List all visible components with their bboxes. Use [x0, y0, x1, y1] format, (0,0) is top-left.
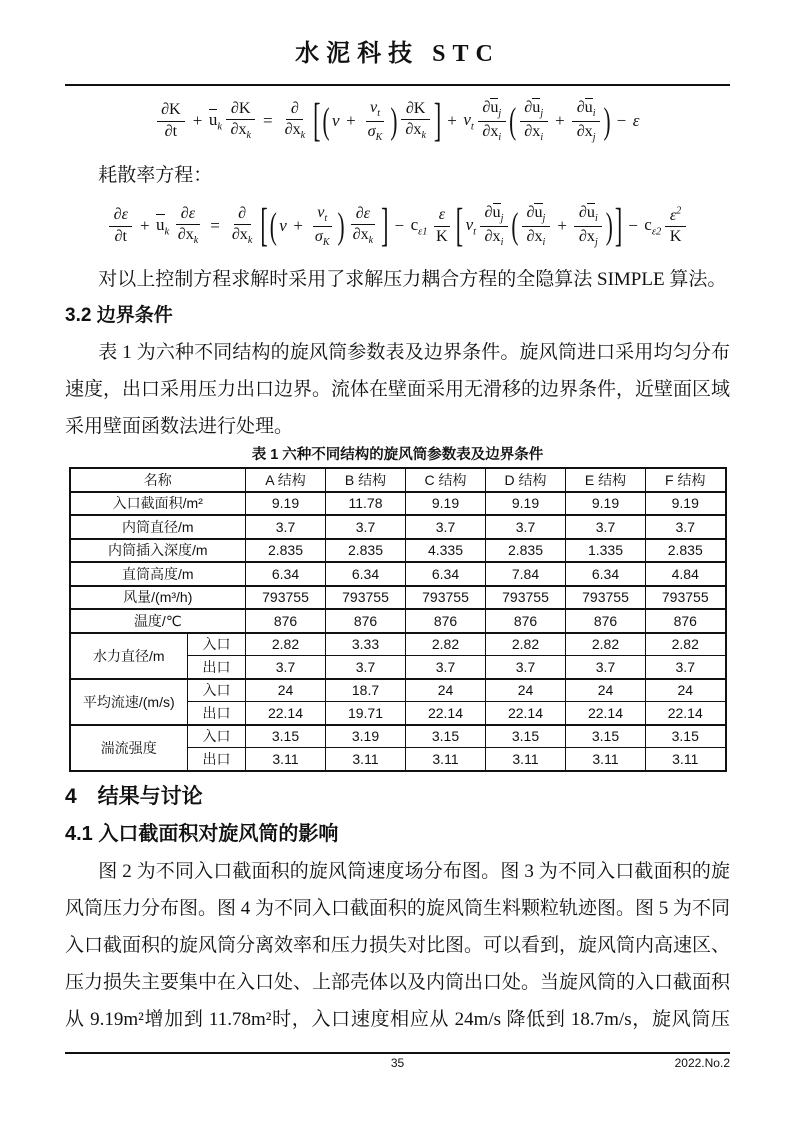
- table-group-row: [70, 633, 726, 656]
- table-cell: 2.835: [646, 539, 726, 563]
- math-denominator: [432, 227, 453, 247]
- table-cell: 3.15: [406, 725, 486, 748]
- math-token: K: [669, 228, 682, 246]
- math-numerator: [665, 205, 685, 227]
- math-delimiter: (: [509, 99, 517, 142]
- math-token: +: [192, 111, 203, 130]
- table-cell: 3.7: [326, 656, 406, 679]
- table-cell: 3.15: [566, 725, 646, 748]
- math-token: $\partial x_k$: [230, 121, 251, 142]
- math-token: ∂ε: [355, 204, 371, 222]
- table-caption: 表 1 六种不同结构的旋风筒参数表及边界条件: [251, 447, 544, 463]
- table-sub-label: 入口: [188, 725, 246, 748]
- math-fraction: [401, 100, 431, 142]
- math-fraction: [574, 203, 602, 248]
- table-header-cell: C 结构: [406, 468, 486, 492]
- table-cell: 4.335: [406, 539, 486, 563]
- math-token: $\partial x_j$: [576, 123, 596, 144]
- table-cell: 876: [566, 609, 646, 633]
- table-cell: 24: [566, 679, 646, 702]
- table-cell: 3.11: [406, 748, 486, 771]
- math-denominator: [401, 120, 431, 142]
- table-cell: 22.14: [246, 702, 326, 725]
- math-token: ν: [279, 216, 287, 235]
- math-denominator: [665, 227, 686, 247]
- math-token: $\partial x_i$: [526, 228, 546, 249]
- math-delimiter: ]: [433, 93, 442, 147]
- table-cell: 3.7: [646, 515, 726, 539]
- table-cell: 876: [326, 609, 406, 633]
- table-cell: 3.11: [486, 748, 566, 771]
- table-sub-label: 出口: [188, 702, 246, 725]
- paragraph-boundary-conditions: 表 1 为六种不同结构的旋风筒参数表及边界条件。旋风筒进口采用均匀分布速度，出口采用压力出口边界。流体在壁面采用无滑移的边界条件，近壁面区域采用壁面函数法进行处理。: [65, 342, 731, 437]
- table-cell: 2.835: [246, 539, 326, 563]
- table-cell: 793755: [646, 586, 726, 610]
- table-cell: 22.14: [566, 702, 646, 725]
- table-cell: 9.19: [486, 492, 566, 516]
- table-cell: 3.7: [566, 515, 646, 539]
- table-cell: 876: [646, 609, 726, 633]
- table-cell: 22.14: [486, 702, 566, 725]
- math-numerator: [480, 203, 508, 227]
- math-token: $\partial x_j$: [578, 228, 598, 249]
- math-token: $\partial x_i$: [482, 123, 502, 144]
- math-denominator: [310, 227, 334, 249]
- math-token: $c_{\varepsilon 1}$: [410, 214, 428, 238]
- math-token: $\partial x_k$: [352, 226, 374, 247]
- table-cell: 9.19: [646, 492, 726, 516]
- table-cell: 793755: [486, 586, 566, 610]
- parameters-table: [69, 467, 727, 772]
- table-cell: 6.34: [246, 562, 326, 586]
- math-delimiter: ): [603, 99, 611, 142]
- math-numerator: [226, 100, 255, 121]
- math-numerator: [366, 99, 385, 122]
- table-cell: 2.82: [406, 633, 486, 656]
- math-delimiter: ]: [381, 198, 389, 252]
- math-token: +: [447, 111, 457, 130]
- table-cell: 6.34: [566, 562, 646, 586]
- table-header-cell: E 结构: [566, 468, 646, 492]
- math-denominator: [574, 227, 602, 249]
- table-row: [70, 515, 726, 539]
- page-number: 35: [390, 1056, 405, 1070]
- math-token: $\partial x_i$: [524, 123, 544, 144]
- table-cell: 24: [646, 679, 726, 702]
- math-token: $\varepsilon^2$: [669, 205, 682, 224]
- math-token: +: [555, 111, 565, 130]
- math-fraction: [665, 205, 686, 247]
- math-token: =: [263, 111, 273, 130]
- table-cell: 24: [406, 679, 486, 702]
- table-cell: 9.19: [566, 492, 646, 516]
- math-token: +: [557, 216, 567, 235]
- math-token: ∂t: [114, 227, 127, 245]
- table-cell: 2.82: [566, 633, 646, 656]
- table-row: [70, 562, 726, 586]
- equation-turbulent-kinetic-energy: [65, 90, 730, 152]
- math-denominator: [173, 225, 203, 247]
- table-cell: 793755: [326, 586, 406, 610]
- table-header-cell: F 结构: [646, 468, 726, 492]
- table-group-row: [70, 725, 726, 748]
- table-cell: 1.335: [566, 539, 646, 563]
- math-numerator: [176, 205, 199, 226]
- math-delimiter: (: [322, 99, 330, 142]
- math-token: $\partial x_k$: [284, 121, 306, 142]
- dissipation-equation-label: 耗散率方程：: [98, 165, 213, 186]
- table-cell: 793755: [406, 586, 486, 610]
- math-token: ε: [438, 205, 446, 223]
- math-denominator: [160, 122, 181, 142]
- math-token: $\partial u_j$: [526, 204, 546, 225]
- math-numerator: [478, 98, 506, 122]
- table-row-label: 直筒高度/m: [70, 562, 246, 586]
- table-cell: 793755: [246, 586, 326, 610]
- table-row-label: 内筒插入深度/m: [70, 539, 246, 563]
- table-row: [70, 539, 726, 563]
- table-cell: 24: [246, 679, 326, 702]
- math-token: $u_k$: [208, 110, 222, 133]
- table-group-label: 湍流强度: [70, 725, 188, 771]
- math-token: $\partial x_i$: [484, 228, 504, 249]
- math-token: ∂K: [161, 100, 181, 118]
- math-token: ∂K: [230, 99, 251, 117]
- table-cell: 3.7: [246, 656, 326, 679]
- section-heading-4: 4 结果与讨论: [65, 784, 203, 808]
- table-cell: 3.11: [246, 748, 326, 771]
- math-denominator: [478, 122, 506, 144]
- math-denominator: [280, 120, 310, 142]
- math-fraction: [522, 203, 550, 248]
- table-sub-label: 入口: [188, 679, 246, 702]
- math-line: [107, 198, 689, 252]
- table-cell: 2.82: [486, 633, 566, 656]
- table-cell: 22.14: [646, 702, 726, 725]
- math-token: −: [394, 216, 405, 235]
- page-footer: [65, 1052, 730, 1074]
- math-fraction: [432, 206, 453, 246]
- paragraph-inlet-area-effects: 图 2 为不同入口截面积的旋风筒速度场分布图。图 3 为不同入口截面积的旋风筒压力分布图。图 4 为不同入口截面积的旋风筒生料颗粒轨迹图。图 5 为不同入口截面积的旋风筒分离效率和压力损失对比图。可以看到，旋风筒内高速区、压力损失主要集中在入口处、上部壳体以及内筒出口处。当旋风筒的入口截面积从 9.19m²增加到 11.78m²时，入口速度相应从 24m/s 降低到 18.7m/s，旋风筒压: [65, 860, 731, 1030]
- table-cell: 6.34: [326, 562, 406, 586]
- math-delimiter: [: [313, 93, 321, 147]
- math-token: ε: [632, 111, 640, 130]
- table-cell: 3.11: [326, 748, 406, 771]
- math-fraction: [572, 98, 600, 143]
- math-token: +: [293, 216, 303, 235]
- table-cell: 3.7: [646, 656, 726, 679]
- math-fraction: [226, 100, 256, 142]
- math-denominator: [572, 122, 600, 144]
- table-cell: 876: [246, 609, 326, 633]
- math-token: $c_{\varepsilon 2}$: [644, 214, 662, 238]
- math-numerator: [522, 203, 550, 227]
- section-heading-4-1: 4.1 入口截面积对旋风筒的影响: [65, 822, 339, 845]
- math-numerator: [286, 100, 303, 121]
- footer-rule: [65, 1052, 730, 1054]
- math-delimiter: ]: [614, 198, 623, 252]
- math-numerator: [313, 204, 332, 227]
- math-token: $u_k$: [156, 215, 170, 238]
- math-numerator: [574, 203, 602, 227]
- math-token: K: [436, 227, 448, 245]
- math-token: +: [139, 216, 150, 235]
- table-cell: 7.84: [486, 562, 566, 586]
- math-delimiter: [: [455, 198, 464, 252]
- math-denominator: [226, 120, 256, 142]
- math-fraction: [478, 98, 506, 143]
- math-token: $\partial x_k$: [177, 226, 199, 247]
- table-cell: 793755: [566, 586, 646, 610]
- math-token: =: [210, 216, 220, 235]
- math-token: $\partial x_k$: [405, 121, 426, 142]
- table-cell: 3.15: [246, 725, 326, 748]
- math-fraction: [173, 205, 203, 247]
- table-group-row: [70, 679, 726, 702]
- table-header-cell: 名称: [70, 468, 246, 492]
- table-cell: 2.835: [326, 539, 406, 563]
- math-numerator: [234, 205, 251, 226]
- math-token: ∂t: [164, 122, 178, 140]
- table-cell: 6.34: [406, 562, 486, 586]
- table-cell: 2.835: [486, 539, 566, 563]
- math-token: ν: [332, 111, 340, 130]
- table-cell: 19.71: [326, 702, 406, 725]
- table-row-label: 风量/(m³/h): [70, 586, 246, 610]
- table-row: [70, 492, 726, 516]
- table-cell: 2.82: [246, 633, 326, 656]
- math-numerator: [109, 206, 132, 227]
- journal-title: 水泥科技 STC: [295, 41, 500, 67]
- table-cell: 3.7: [326, 515, 406, 539]
- table-cell: 3.19: [326, 725, 406, 748]
- table-cell: 3.33: [326, 633, 406, 656]
- math-token: $\partial x_k$: [231, 226, 253, 247]
- table-row: [70, 609, 726, 633]
- math-delimiter: [: [260, 198, 268, 252]
- table-row: [70, 586, 726, 610]
- table-cell: 3.11: [566, 748, 646, 771]
- math-token: $\partial u_i$: [576, 99, 596, 120]
- math-fraction: [280, 100, 310, 142]
- equation-dissipation-rate: [65, 192, 730, 260]
- math-fraction: [348, 205, 378, 247]
- table-header-cell: A 结构: [246, 468, 326, 492]
- math-token: ∂: [238, 204, 247, 222]
- math-numerator: [351, 205, 374, 226]
- table-row-label: 温度/℃: [70, 609, 246, 633]
- table-cell: 3.7: [406, 656, 486, 679]
- math-numerator: [520, 98, 548, 122]
- table-cell: 876: [486, 609, 566, 633]
- math-token: $\nu_t$: [370, 98, 380, 119]
- math-denominator: [348, 225, 378, 247]
- math-fraction: [363, 99, 387, 143]
- table-cell: 22.14: [406, 702, 486, 725]
- table-cell: 3.15: [486, 725, 566, 748]
- table-cell: 9.19: [406, 492, 486, 516]
- issue-number: 2022.No.2: [674, 1056, 730, 1070]
- table-cell: 3.7: [486, 515, 566, 539]
- math-token: −: [628, 216, 638, 235]
- math-fraction: [227, 205, 257, 247]
- math-fraction: [109, 206, 132, 246]
- table-header-cell: B 结构: [326, 468, 406, 492]
- paragraph-simple-algorithm: 对以上控制方程求解时采用了求解压力耦合方程的全隐算法 SIMPLE 算法。: [98, 269, 727, 290]
- math-token: $\partial u_j$: [484, 204, 504, 225]
- math-token: ∂ε: [180, 204, 196, 222]
- math-denominator: [110, 227, 131, 247]
- math-token: −: [616, 111, 627, 130]
- math-token: ∂K: [405, 99, 426, 117]
- math-numerator: [401, 100, 430, 121]
- table-cell: 876: [406, 609, 486, 633]
- table-cell: 18.7: [326, 679, 406, 702]
- table-cell: 4.84: [646, 562, 726, 586]
- math-token: $\nu_t$: [463, 109, 474, 133]
- table-cell: 2.82: [646, 633, 726, 656]
- math-token: $\sigma_K$: [367, 122, 383, 143]
- table-cell: 3.11: [646, 748, 726, 771]
- math-delimiter: (: [511, 204, 519, 247]
- math-fraction: [520, 98, 548, 143]
- table-cell: 3.7: [486, 656, 566, 679]
- table-cell: 9.19: [246, 492, 326, 516]
- math-denominator: [227, 225, 257, 247]
- math-numerator: [572, 98, 600, 122]
- math-token: $\sigma_K$: [314, 227, 330, 248]
- math-delimiter: ): [337, 204, 345, 247]
- math-delimiter: ): [605, 204, 613, 247]
- section-heading-3-2: 3.2 边界条件: [65, 305, 173, 326]
- table-row-label: 内筒直径/m: [70, 515, 246, 539]
- table-sub-label: 出口: [188, 656, 246, 679]
- table-cell: 3.15: [646, 725, 726, 748]
- math-token: $\nu_t$: [465, 214, 477, 238]
- math-delimiter: ): [390, 99, 398, 142]
- table-row-label: 入口截面积/m²: [70, 492, 246, 516]
- table-group-label: 水力直径/m: [70, 633, 188, 679]
- math-denominator: [522, 227, 550, 249]
- table-header-row: [70, 468, 726, 492]
- math-fraction: [157, 101, 186, 141]
- math-fraction: [480, 203, 508, 248]
- math-token: $\partial u_i$: [578, 204, 598, 225]
- table-sub-label: 出口: [188, 748, 246, 771]
- table-cell: 3.7: [406, 515, 486, 539]
- math-delimiter: (: [269, 204, 277, 247]
- table-cell: 24: [486, 679, 566, 702]
- math-numerator: [157, 101, 186, 122]
- table-cell: 3.7: [566, 656, 646, 679]
- math-denominator: [363, 122, 387, 144]
- table-sub-label: 入口: [188, 633, 246, 656]
- math-fraction: [310, 204, 334, 248]
- math-denominator: [520, 122, 548, 144]
- math-token: $\partial u_j$: [482, 99, 502, 120]
- math-token: ∂ε: [113, 205, 128, 223]
- math-token: ∂: [290, 99, 299, 117]
- math-token: $\partial u_j$: [524, 99, 544, 120]
- table-cell: 3.7: [246, 515, 326, 539]
- table-cell: 11.78: [326, 492, 406, 516]
- math-numerator: [434, 206, 449, 227]
- table-header-cell: D 结构: [486, 468, 566, 492]
- math-token: +: [346, 111, 356, 130]
- header-rule: [65, 84, 730, 86]
- math-token: $\nu_t$: [317, 203, 328, 224]
- table-group-label: 平均流速/(m/s): [70, 679, 188, 725]
- math-line: [154, 93, 641, 147]
- math-denominator: [480, 227, 508, 249]
